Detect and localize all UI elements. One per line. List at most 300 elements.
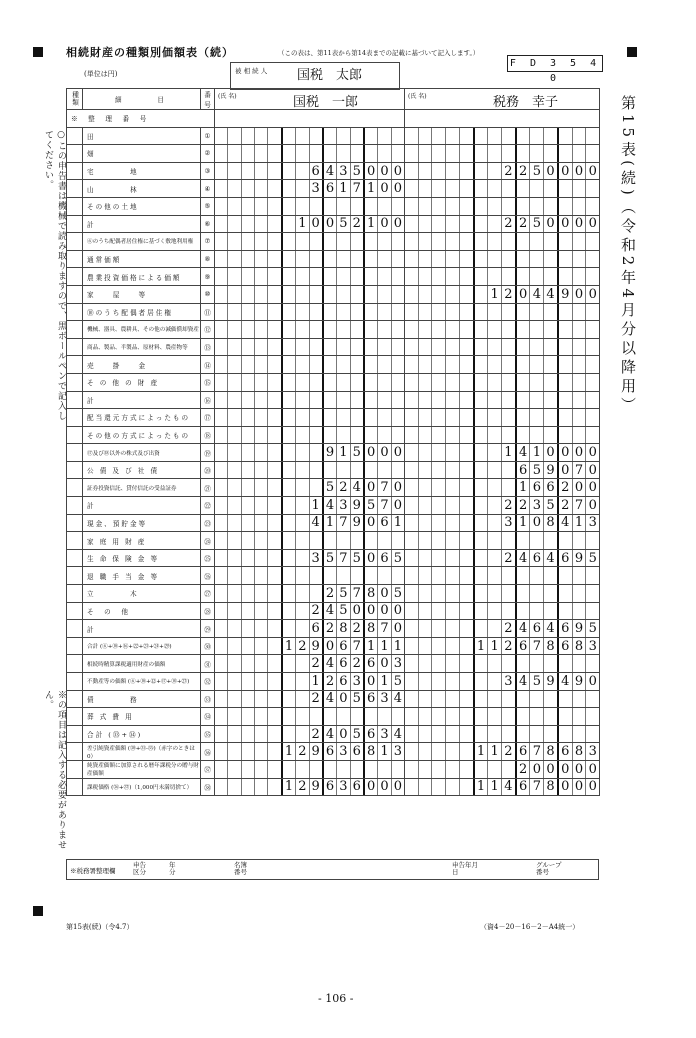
row-number: ⑳ bbox=[201, 461, 215, 479]
digit-box bbox=[268, 655, 282, 672]
person2-value[interactable] bbox=[405, 268, 599, 285]
row-number: ⑤ bbox=[201, 197, 215, 215]
digit-box: 0 bbox=[517, 286, 531, 303]
person2-value[interactable] bbox=[405, 567, 599, 584]
person1-value[interactable] bbox=[215, 462, 404, 479]
digit-box bbox=[268, 567, 282, 584]
person2-value[interactable] bbox=[405, 216, 599, 233]
digit-box bbox=[488, 655, 502, 672]
digit-box bbox=[242, 708, 255, 725]
person2-value[interactable] bbox=[405, 479, 599, 496]
person1-value[interactable] bbox=[215, 567, 404, 584]
digit-box: 0 bbox=[559, 462, 573, 479]
person1-cell bbox=[215, 567, 405, 585]
row-number: ㉝ bbox=[201, 690, 215, 708]
digit-box bbox=[337, 761, 350, 778]
person1-value[interactable] bbox=[215, 691, 404, 708]
person2-value[interactable] bbox=[405, 497, 599, 514]
person2-value[interactable] bbox=[405, 655, 599, 672]
digit-box bbox=[310, 761, 324, 778]
digit-box bbox=[460, 198, 475, 215]
digit-box: 1 bbox=[475, 743, 489, 760]
digit-box: 0 bbox=[588, 779, 597, 795]
digit-box bbox=[488, 304, 502, 321]
digit-box: 7 bbox=[351, 638, 365, 655]
digit-box bbox=[215, 427, 228, 444]
digit-box bbox=[242, 655, 255, 672]
digit-box: 0 bbox=[365, 515, 378, 532]
person2-value[interactable] bbox=[405, 374, 599, 391]
digit-box bbox=[351, 409, 365, 426]
digit-box bbox=[242, 304, 255, 321]
digit-box: 5 bbox=[530, 462, 544, 479]
person2-value[interactable] bbox=[405, 128, 599, 145]
digit-box: 8 bbox=[365, 743, 378, 760]
digit-box: 0 bbox=[378, 655, 391, 672]
person2-value[interactable] bbox=[405, 409, 599, 426]
person1-value[interactable] bbox=[215, 497, 404, 514]
person1-cell bbox=[215, 233, 405, 251]
digit-box: 0 bbox=[573, 479, 587, 496]
table-row bbox=[67, 585, 600, 603]
digit-box: 1 bbox=[365, 638, 378, 655]
digit-box bbox=[324, 761, 337, 778]
kind-cell bbox=[67, 514, 83, 532]
person2-value[interactable] bbox=[405, 638, 599, 655]
digit-box bbox=[228, 374, 241, 391]
digit-box bbox=[283, 198, 296, 215]
digit-box bbox=[215, 374, 228, 391]
person2-value[interactable] bbox=[405, 620, 599, 637]
tax-office-row bbox=[66, 859, 599, 880]
person2-value[interactable] bbox=[405, 673, 599, 690]
person1-value[interactable] bbox=[215, 180, 404, 197]
digit-box bbox=[242, 409, 255, 426]
person2-value[interactable] bbox=[405, 198, 599, 215]
digit-box: 5 bbox=[324, 479, 337, 496]
kind-cell bbox=[67, 356, 83, 374]
person2-value[interactable] bbox=[405, 726, 599, 743]
digit-box: 8 bbox=[365, 585, 378, 602]
digit-box bbox=[586, 251, 599, 268]
digit-box: 4 bbox=[324, 655, 337, 672]
person1-value[interactable] bbox=[215, 444, 404, 461]
group-label: グループ番号 bbox=[536, 861, 562, 876]
digit-box bbox=[215, 479, 228, 496]
digit-box bbox=[573, 304, 587, 321]
kind-cell bbox=[67, 268, 83, 286]
corner-mark-tr bbox=[627, 47, 637, 57]
digit-box bbox=[446, 620, 460, 637]
person2-value[interactable] bbox=[405, 779, 599, 796]
digit-box bbox=[283, 655, 296, 672]
table-row bbox=[67, 162, 600, 180]
person1-cell bbox=[215, 602, 405, 620]
person2-cell bbox=[405, 197, 600, 215]
digit-box: 0 bbox=[530, 761, 544, 778]
digit-box bbox=[517, 180, 531, 197]
kind-cell bbox=[67, 444, 83, 462]
digit-box bbox=[337, 409, 350, 426]
digit-box bbox=[255, 673, 268, 690]
digit-box: 2 bbox=[296, 638, 309, 655]
person1-value[interactable] bbox=[215, 673, 404, 690]
digit-box: 5 bbox=[337, 603, 350, 620]
digit-box bbox=[573, 567, 587, 584]
person2-cell bbox=[405, 673, 600, 691]
person2-cell bbox=[405, 514, 600, 532]
digit-box bbox=[296, 726, 309, 743]
digit-box bbox=[432, 655, 446, 672]
digit-box bbox=[405, 567, 419, 584]
digit-box bbox=[517, 567, 531, 584]
digit-box bbox=[405, 779, 419, 796]
table-row bbox=[67, 567, 600, 585]
digit-box bbox=[215, 532, 228, 549]
person1-value[interactable] bbox=[215, 145, 404, 162]
person1-cell bbox=[215, 690, 405, 708]
digit-box: 0 bbox=[573, 779, 587, 796]
digit-box bbox=[432, 198, 446, 215]
digit-box: 3 bbox=[310, 180, 324, 197]
digit-box: 3 bbox=[378, 726, 391, 743]
digit-box: 9 bbox=[351, 497, 365, 514]
digit-box: 7 bbox=[351, 180, 365, 197]
digit-box bbox=[310, 585, 324, 602]
digit-box bbox=[351, 567, 365, 584]
digit-box bbox=[446, 655, 460, 672]
digit-box: 6 bbox=[517, 462, 531, 479]
person1-value[interactable] bbox=[215, 216, 404, 233]
person2-value[interactable] bbox=[405, 691, 599, 708]
digit-box bbox=[296, 479, 309, 496]
digit-box bbox=[460, 233, 475, 250]
digit-box: 3 bbox=[337, 497, 350, 514]
digit-box bbox=[432, 532, 446, 549]
person2-value[interactable] bbox=[405, 392, 599, 409]
person1-value[interactable] bbox=[215, 286, 404, 303]
digit-box: 4 bbox=[324, 497, 337, 514]
person2-value[interactable] bbox=[405, 603, 599, 620]
digit-box: 4 bbox=[502, 779, 517, 796]
digit-box: 7 bbox=[378, 497, 391, 514]
digit-box bbox=[573, 708, 587, 725]
digit-box bbox=[432, 708, 446, 725]
digit-box bbox=[242, 779, 255, 796]
digit-box bbox=[460, 655, 475, 672]
digit-box: 0 bbox=[378, 585, 391, 602]
digit-box bbox=[446, 304, 460, 321]
digit-box bbox=[475, 409, 489, 426]
digit-box bbox=[228, 339, 241, 356]
digit-box bbox=[365, 198, 378, 215]
person2-value[interactable] bbox=[405, 339, 599, 356]
digit-box bbox=[419, 620, 433, 637]
person2-value[interactable] bbox=[405, 761, 599, 778]
person2-name: 税務 幸子 bbox=[493, 95, 559, 110]
person1-value[interactable] bbox=[215, 620, 404, 637]
person1-value[interactable] bbox=[215, 761, 404, 778]
digit-box bbox=[544, 304, 559, 321]
digit-box bbox=[559, 321, 573, 338]
zeimusho-label: ※税務署整理欄 bbox=[70, 867, 116, 875]
person2-value[interactable] bbox=[405, 304, 599, 321]
digit-box bbox=[488, 497, 502, 514]
digit-box bbox=[337, 268, 350, 285]
row-number: ㉕ bbox=[201, 549, 215, 567]
person1-cell bbox=[215, 620, 405, 638]
person2-value[interactable] bbox=[405, 180, 599, 197]
person1-value[interactable] bbox=[215, 356, 404, 373]
kind-cell bbox=[67, 673, 83, 691]
digit-box bbox=[215, 638, 228, 655]
digit-box bbox=[586, 392, 599, 409]
digit-box bbox=[405, 620, 419, 637]
person1-value[interactable] bbox=[215, 726, 404, 743]
table-row bbox=[67, 391, 600, 409]
person1-value[interactable] bbox=[215, 708, 404, 725]
digit-box bbox=[228, 462, 241, 479]
person2-value[interactable] bbox=[405, 515, 599, 532]
digit-box: 6 bbox=[530, 550, 544, 567]
kind-cell bbox=[67, 620, 83, 638]
digit-box bbox=[559, 198, 573, 215]
digit-box bbox=[488, 550, 502, 567]
digit-box bbox=[365, 427, 378, 444]
digit-box: 6 bbox=[559, 620, 573, 637]
person1-value[interactable] bbox=[215, 163, 404, 180]
digit-box: 1 bbox=[296, 216, 309, 233]
date-label: 申告年月日 bbox=[452, 861, 478, 876]
person1-value[interactable] bbox=[215, 779, 404, 796]
digit-box bbox=[268, 585, 282, 602]
digit-box bbox=[215, 409, 228, 426]
person2-cell bbox=[405, 760, 600, 778]
person2-value[interactable] bbox=[405, 708, 599, 725]
person2-value[interactable] bbox=[405, 145, 599, 162]
digit-box bbox=[530, 145, 544, 162]
digit-box bbox=[432, 603, 446, 620]
digit-box: 0 bbox=[378, 603, 391, 620]
person1-value[interactable] bbox=[215, 585, 404, 602]
digit-box bbox=[544, 392, 559, 409]
digit-box: 1 bbox=[310, 673, 324, 690]
digit-box bbox=[324, 339, 337, 356]
person2-cell bbox=[405, 321, 600, 339]
digit-box bbox=[559, 268, 573, 285]
digit-box bbox=[215, 603, 228, 620]
kind-cell bbox=[67, 233, 83, 251]
digit-box: 4 bbox=[351, 479, 365, 496]
person1-value[interactable] bbox=[215, 515, 404, 532]
person1-value[interactable] bbox=[215, 304, 404, 321]
digit-box bbox=[517, 691, 531, 708]
digit-box: 3 bbox=[393, 656, 402, 672]
person2-value[interactable] bbox=[405, 251, 599, 268]
digit-box bbox=[378, 128, 391, 145]
kind-cell bbox=[67, 250, 83, 268]
digit-box bbox=[419, 532, 433, 549]
digit-box bbox=[544, 233, 559, 250]
digit-box bbox=[530, 585, 544, 602]
person1-value[interactable] bbox=[215, 638, 404, 655]
person1-value[interactable] bbox=[215, 128, 404, 145]
digit-box bbox=[215, 655, 228, 672]
person1-value[interactable] bbox=[215, 409, 404, 426]
property-table bbox=[66, 88, 600, 796]
digit-box bbox=[351, 356, 365, 373]
digit-box bbox=[283, 216, 296, 233]
meibo-label: 名簿番号 bbox=[234, 861, 247, 876]
digit-box: 1 bbox=[283, 743, 296, 760]
digit-box bbox=[475, 444, 489, 461]
person2-value[interactable] bbox=[405, 743, 599, 760]
digit-box: 1 bbox=[517, 479, 531, 496]
digit-box bbox=[268, 761, 282, 778]
digit-box bbox=[517, 409, 531, 426]
digit-box bbox=[488, 515, 502, 532]
digit-box: 0 bbox=[393, 480, 402, 496]
digit-box bbox=[378, 304, 391, 321]
digit-box bbox=[446, 286, 460, 303]
digit-box: 1 bbox=[573, 515, 587, 532]
digit-box bbox=[460, 462, 475, 479]
digit-box bbox=[460, 356, 475, 373]
person2-cell bbox=[405, 690, 600, 708]
digit-box bbox=[283, 392, 296, 409]
digit-box: 9 bbox=[351, 515, 365, 532]
person1-value[interactable] bbox=[215, 251, 404, 268]
digit-box: 1 bbox=[365, 180, 378, 197]
digit-box bbox=[446, 180, 460, 197]
person1-value[interactable] bbox=[215, 392, 404, 409]
person2-value[interactable] bbox=[405, 550, 599, 567]
person2-value[interactable] bbox=[405, 444, 599, 461]
person1-value[interactable] bbox=[215, 198, 404, 215]
digit-box bbox=[228, 392, 241, 409]
row-label: そ の 他 bbox=[83, 602, 201, 620]
person1-value[interactable] bbox=[215, 339, 404, 356]
digit-box bbox=[324, 268, 337, 285]
digit-box: 6 bbox=[559, 743, 573, 760]
digit-box bbox=[283, 691, 296, 708]
person1-name: 国税 一郎 bbox=[293, 95, 359, 110]
seiri-cell-1[interactable] bbox=[215, 110, 405, 128]
digit-box bbox=[488, 145, 502, 162]
digit-box bbox=[460, 392, 475, 409]
digit-box bbox=[351, 268, 365, 285]
kind-cell bbox=[67, 760, 83, 778]
person1-value[interactable] bbox=[215, 479, 404, 496]
digit-box bbox=[228, 479, 241, 496]
person1-value[interactable] bbox=[215, 655, 404, 672]
person2-cell bbox=[405, 708, 600, 726]
seiri-cell-2[interactable] bbox=[405, 110, 600, 128]
digit-box bbox=[283, 321, 296, 338]
person1-cell bbox=[215, 162, 405, 180]
digit-box: 8 bbox=[365, 620, 378, 637]
digit-box bbox=[378, 251, 391, 268]
digit-box bbox=[475, 268, 489, 285]
person2-value[interactable] bbox=[405, 462, 599, 479]
person1-value[interactable] bbox=[215, 550, 404, 567]
person1-value[interactable] bbox=[215, 603, 404, 620]
digit-box bbox=[446, 268, 460, 285]
person2-value[interactable] bbox=[405, 233, 599, 250]
digit-box: 7 bbox=[530, 779, 544, 796]
person2-value[interactable] bbox=[405, 532, 599, 549]
person2-value[interactable] bbox=[405, 321, 599, 338]
row-label: その他の方式によったもの bbox=[83, 426, 201, 444]
person1-value[interactable] bbox=[215, 532, 404, 549]
digit-box bbox=[283, 444, 296, 461]
digit-box bbox=[228, 567, 241, 584]
digit-box bbox=[502, 392, 517, 409]
digit-box bbox=[283, 708, 296, 725]
digit-box bbox=[378, 198, 391, 215]
person2-value[interactable] bbox=[405, 427, 599, 444]
digit-box: 0 bbox=[573, 286, 587, 303]
digit-box bbox=[586, 655, 599, 672]
digit-box bbox=[228, 620, 241, 637]
digit-box bbox=[419, 444, 433, 461]
digit-box bbox=[365, 462, 378, 479]
digit-box bbox=[405, 409, 419, 426]
digit-box bbox=[337, 198, 350, 215]
digit-box bbox=[559, 691, 573, 708]
table-row bbox=[67, 444, 600, 462]
row-number: ㊱ bbox=[201, 743, 215, 761]
digit-box bbox=[255, 462, 268, 479]
digit-box: 4 bbox=[544, 620, 559, 637]
digit-box bbox=[446, 515, 460, 532]
digit-box bbox=[559, 603, 573, 620]
person1-value[interactable] bbox=[215, 374, 404, 391]
digit-box bbox=[517, 268, 531, 285]
digit-box: 0 bbox=[588, 445, 597, 461]
person1-value[interactable] bbox=[215, 268, 404, 285]
person2-value[interactable] bbox=[405, 585, 599, 602]
person2-value[interactable] bbox=[405, 163, 599, 180]
digit-box: 6 bbox=[310, 163, 324, 180]
person1-value[interactable] bbox=[215, 743, 404, 760]
digit-box bbox=[573, 128, 587, 145]
person1-value[interactable] bbox=[215, 427, 404, 444]
digit-box bbox=[460, 638, 475, 655]
digit-box bbox=[255, 321, 268, 338]
table-row bbox=[67, 497, 600, 515]
person2-cell bbox=[405, 180, 600, 198]
person1-cell bbox=[215, 373, 405, 391]
digit-box bbox=[488, 691, 502, 708]
digit-box bbox=[405, 515, 419, 532]
person2-value[interactable] bbox=[405, 286, 599, 303]
digit-box: 0 bbox=[378, 216, 391, 233]
digit-box bbox=[405, 216, 419, 233]
digit-box: 1 bbox=[378, 638, 391, 655]
digit-box: 0 bbox=[544, 761, 559, 778]
digit-box bbox=[446, 409, 460, 426]
digit-box: 0 bbox=[393, 603, 402, 619]
shinkoku-label: 申告区分 bbox=[133, 861, 146, 876]
person1-value[interactable] bbox=[215, 233, 404, 250]
row-label: 証券投資信託、貸付信託の受益証券 bbox=[83, 479, 201, 497]
digit-box bbox=[228, 515, 241, 532]
person2-value[interactable] bbox=[405, 356, 599, 373]
digit-box bbox=[405, 532, 419, 549]
person1-value[interactable] bbox=[215, 321, 404, 338]
digit-box bbox=[530, 180, 544, 197]
